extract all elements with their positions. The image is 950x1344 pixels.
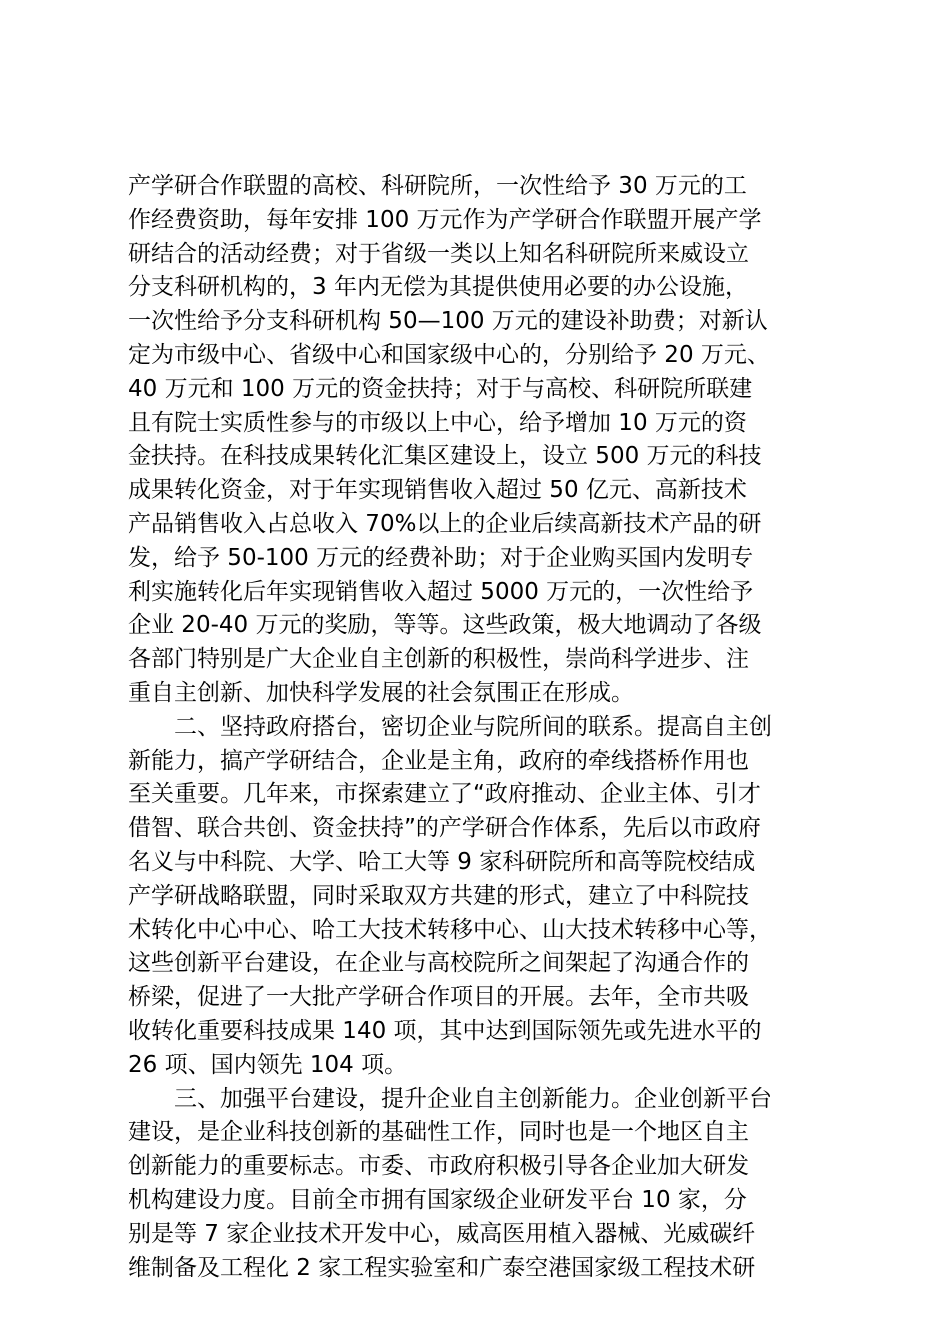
text-line: 产学研战略联盟，同时采取双方共建的形式，建立了中科院技 xyxy=(128,882,749,909)
text-line: 定为市级中心、省级中心和国家级中心的，分别给予 20 万元、 xyxy=(128,341,770,368)
paragraph-first-line: 三、加强平台建设，提升企业自主创新能力。企业创新平台 xyxy=(174,1085,772,1112)
text-line: 分支科研机构的，3 年内无偿为其提供使用必要的办公设施， xyxy=(128,274,748,301)
text-line: 维制备及工程化 2 家工程实验室和广泰空港国家级工程技术研 xyxy=(128,1254,756,1281)
text-line: 研结合的活动经费；对于省级一类以上知名科研院所来威设立 xyxy=(128,240,749,267)
text-line: 建设，是企业科技创新的基础性工作，同时也是一个地区自主 xyxy=(128,1119,749,1146)
text-line: 名义与中科院、大学、哈工大等 9 家科研院所和高等院校结成 xyxy=(128,848,756,875)
text-line: 桥梁，促进了一大批产学研合作项目的开展。去年，全市共吸 xyxy=(128,984,749,1011)
text-line: 这些创新平台建设，在企业与高校院所之间架起了沟通合作的 xyxy=(128,950,749,977)
text-line: 各部门特别是广大企业自主创新的积极性，崇尚科学进步、注 xyxy=(128,646,749,673)
text-line: 术转化中心中心、哈工大技术转移中心、山大技术转移中心等， xyxy=(128,916,772,943)
body-text xyxy=(128,170,838,1285)
text-line: 借智、联合共创、资金扶持”的产学研合作体系，先后以市政府 xyxy=(128,815,761,842)
text-line: 产学研合作联盟的高校、科研院所，一次性给予 30 万元的工 xyxy=(128,173,747,199)
text-line: 40 万元和 100 万元的资金扶持；对于与高校、科研院所联建 xyxy=(128,375,753,402)
paragraph-first-line: 二、坚持政府搭台，密切企业与院所间的联系。提高自主创 xyxy=(174,713,772,740)
text-line: 产品销售收入占总收入 70%以上的企业后续高新技术产品的研 xyxy=(128,510,762,537)
text-line: 发，给予 50-100 万元的经费补助；对于企业购买国内发明专 xyxy=(128,544,754,571)
text-line: 金扶持。在科技成果转化汇集区建设上，设立 500 万元的科技 xyxy=(128,443,762,470)
text-line: 且有院士实质性参与的市级以上中心，给予增加 10 万元的资 xyxy=(128,409,747,436)
text-line: 至关重要。几年来，市探索建立了“政府推动、企业主体、引才 xyxy=(128,781,761,808)
text-line: 一次性给予分支科研机构 50—100 万元的建设补助费；对新认 xyxy=(128,308,768,335)
text-line: 新能力，搞产学研结合，企业是主角，政府的牵线搭桥作用也 xyxy=(128,747,749,774)
text-line: 别是等 7 家企业技术开发中心，威高医用植入器械、光威碳纤 xyxy=(128,1220,756,1247)
text-line: 利实施转化后年实现销售收入超过 5000 万元的，一次性给予 xyxy=(128,578,754,605)
text-line: 创新能力的重要标志。市委、市政府积极引导各企业加大研发 xyxy=(128,1153,749,1180)
text-line: 作经费资助，每年安排 100 万元作为产学研合作联盟开展产学 xyxy=(128,206,762,233)
text-line: 收转化重要科技成果 140 项，其中达到国际领先或先进水平的 xyxy=(128,1017,762,1044)
text-line: 成果转化资金，对于年实现销售收入超过 50 亿元、高新技术 xyxy=(128,477,747,504)
text-line: 26 项、国内领先 104 项。 xyxy=(128,1051,408,1078)
text-line: 重自主创新、加快科学发展的社会氛围正在形成。 xyxy=(128,679,634,706)
text-line: 机构建设力度。目前全市拥有国家级企业研发平台 10 家，分 xyxy=(128,1186,747,1213)
text-line: 企业 20-40 万元的奖励，等等。这些政策，极大地调动了各级 xyxy=(128,612,762,639)
